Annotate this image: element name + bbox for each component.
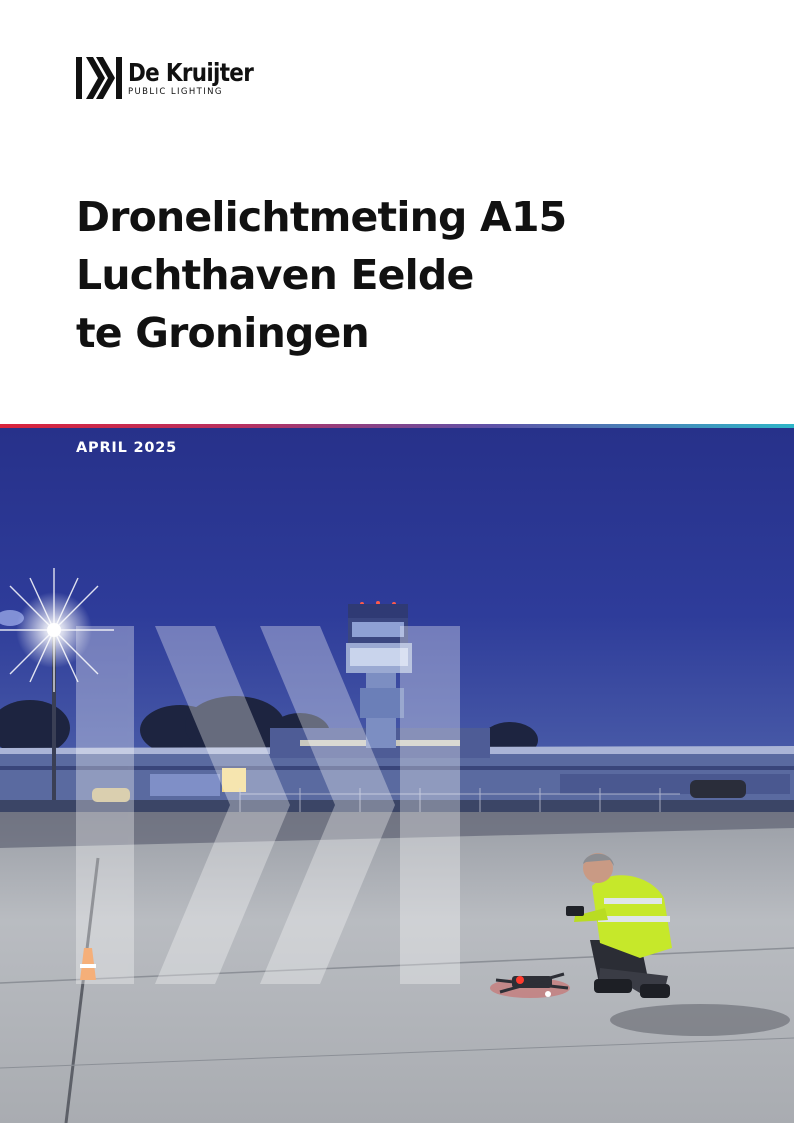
title-line-3: te Groningen xyxy=(76,309,369,357)
cover-photo xyxy=(0,428,794,1123)
brand-logo xyxy=(76,56,274,100)
document-title xyxy=(76,188,566,362)
title-line-2: Luchthaven Eelde xyxy=(76,251,474,299)
de-kruijter-logo-icon xyxy=(76,57,122,99)
title-line-1: Dronelichtmeting A15 xyxy=(76,193,567,241)
airport-night-scene xyxy=(0,428,794,1123)
brand-tagline: PUBLIC LIGHTING xyxy=(128,86,223,97)
publication-date: APRIL 2025 xyxy=(76,440,178,456)
brand-name: De Kruijter xyxy=(128,57,254,87)
